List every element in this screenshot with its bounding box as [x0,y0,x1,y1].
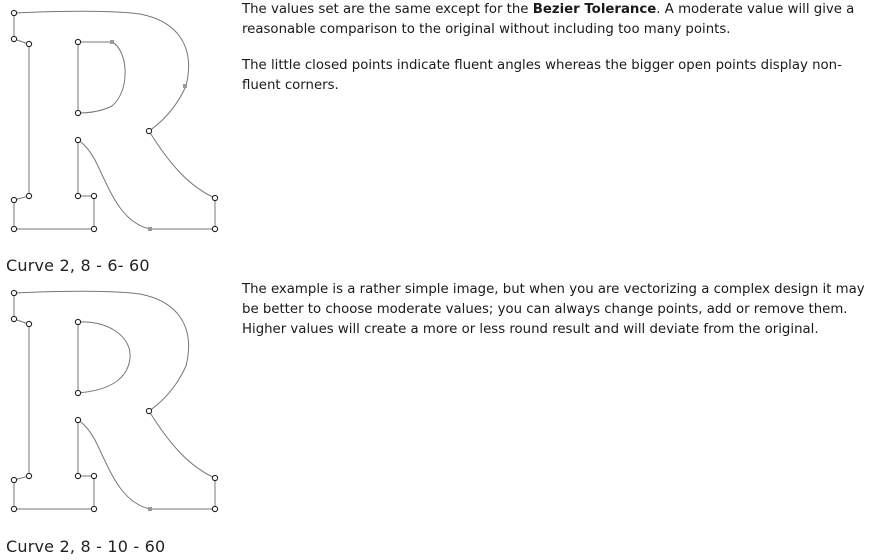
paragraph-bezier-tolerance [242,0,868,40]
paragraph-moderate-values: The example is a rather simple image, but when you are vectorizing a complex design it may be better to choose moderate values; you can always change points, add or remove them. Higher values will create a more or less round result and will deviate from the original. [242,282,865,337]
paragraph-point-types: The little closed points indicate fluent angles whereas the bigger open points display non-fluent corners. [242,58,842,93]
paragraph-text: The values set are the same except for the [242,2,533,17]
bezier-tolerance-term: Bezier Tolerance [532,2,657,17]
figure-curve-8-10-60 [0,280,236,532]
vector-letter-r-illustration [0,280,236,532]
figure-caption: Curve 2, 8 - 10 - 60 [6,537,166,556]
vector-letter-r-illustration [0,0,236,250]
figure-curve-8-6-60 [0,0,236,250]
letter-r-outline [14,291,215,509]
figure-caption: Curve 2, 8 - 6- 60 [6,256,150,275]
letter-r-counter [78,42,125,113]
closed-fluent-points [148,507,152,511]
letter-r-counter [78,322,130,393]
closed-fluent-points [110,40,187,231]
paragraph-text: . A moderate value will give a reasonable comparison to the original without including too many points. [242,2,855,37]
